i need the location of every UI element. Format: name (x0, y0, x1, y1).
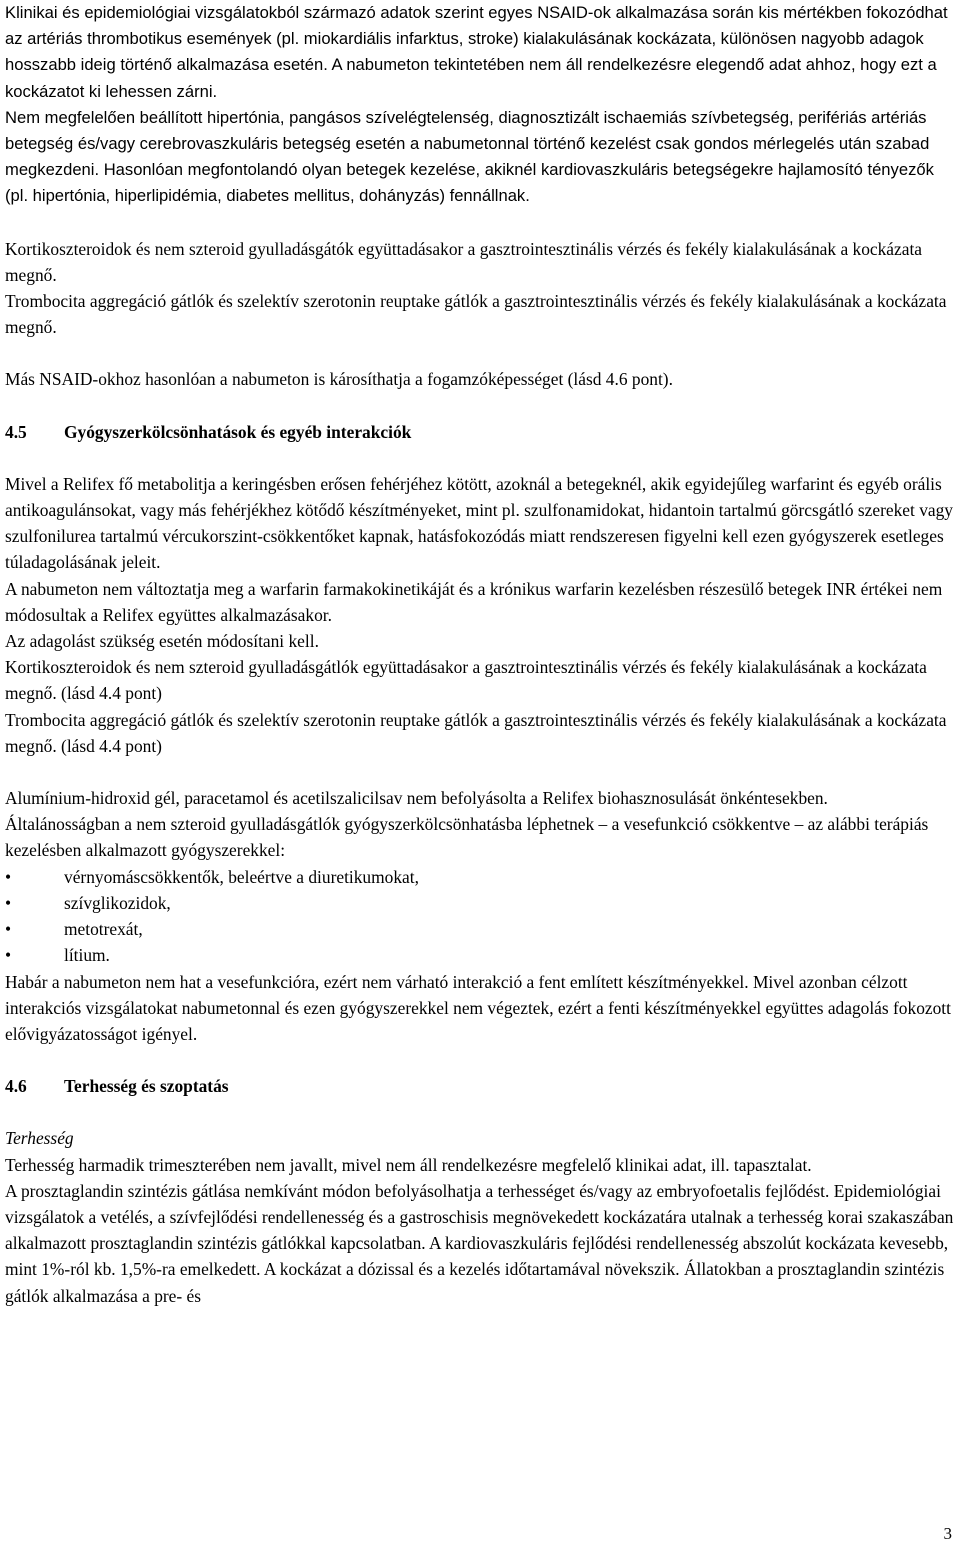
page-number: 3 (943, 1524, 952, 1543)
paragraph-dose-adjust: Az adagolást szükség esetén módosítani kell. (5, 631, 319, 652)
paragraph-prostaglandin: A prosztaglandin szintézis gátlása nemkívánt módon befolyásolhatja a terhességet és/vagy az embryofoetalis fejlődést. Epidemiológiai vizsgálatok a vetélés, a szívfejlődési rendellenesség és a gastroschisis megnövekedett kockázatára utalnak a terhesség korai szakaszában alkalmazott prosztaglandin szintézis gátlókkal kapcsolatban. A kardiovaszkuláris fejlődési rendellenesség abszolút kockázata kevesebb, mint 1%-ról kb. 1,5%-ra emelkedett. A kockázat a dózissal és a kezelés időtartamával növekszik. Állatokban a prosztaglandin szintézis gátlók alkalmazása a pre- és (5, 1180, 954, 1306)
paragraph-renal-interaction: Általánosságban a nem szteroid gyulladásgátlók gyógyszerkölcsönhatásba léphetnek – a vesefunkció csökkentve – az alábbi terápiás kezelésben alkalmazott gyógyszerekkel: (5, 814, 929, 861)
list-item: • szívglikozidok, (5, 890, 955, 916)
paragraph-fertility-note: Más NSAID-okhoz hasonlóan a nabumeton is károsíthatja a fogamzóképességet (lásd 4.6 pont). (5, 369, 673, 390)
paragraph-corticosteroid-risk: Kortikoszteroidok és nem szteroid gyulladásgátók együttadásakor a gasztrointesztinális vérzés és fekély kialakulásának a kockázata megnő. (5, 238, 923, 285)
section-title: Terhesség és szoptatás (64, 1076, 229, 1097)
section-heading-4-6 (5, 1073, 955, 1099)
section-number: 4.5 (5, 421, 27, 442)
list-item: • metotrexát, (5, 916, 955, 942)
paragraph-bioavailability: Alumínium-hidroxid gél, paracetamol és acetilszalicilsav nem befolyásolta a Relifex biohasznosulását önkéntesekben. (5, 788, 828, 809)
bullet-icon: • (5, 892, 12, 913)
list-item: • lítium. (5, 942, 955, 968)
paragraph-protein-binding: Mivel a Relifex fő metabolitja a keringésben erősen fehérjéhez kötött, azoknál a betegeknél, akik egyidejűleg warfarint és egyéb orális antikoagulánsokat, vagy más fehérjékhez kötődő készítményeket, mint pl. szulfonamidokat, hidantoin tartalmú görcsgátló szereket vagy szulfonilurea tartalmú vércukorszint-csökkentőket kapnak, hatásfokozódás miatt rendszeresen figyelni kell ezen gyógyszerek esetleges túladagolásának jeleit. (5, 473, 953, 573)
bullet-icon: • (5, 919, 12, 940)
list-item: • vérnyomáscsökkentők, beleértve a diuretikumokat, (5, 864, 955, 890)
paragraph-third-trimester: Terhesség harmadik trimeszterében nem javallt, mivel nem áll rendelkezésre megfelelő klinikai adat, ill. tapasztalat. (5, 1154, 812, 1175)
paragraph-caution: Habár a nabumeton nem hat a vesefunkcióra, ezért nem várható interakció a fent említett készítményekkel. Mivel azonban célzott interakciós vizsgálatokat nabumetonnal és ezen gyógyszerekkel nem végeztek, ezért a fenti készítményekkel együttes adagolás fokozott elővigyázatosságot igényel. (5, 971, 951, 1044)
section-number: 4.6 (5, 1076, 27, 1097)
section-heading-4-5 (5, 419, 955, 445)
paragraph-thrombotic-risk: Klinikai és epidemiológiai vizsgálatokból származó adatok szerint egyes NSAID-ok alkalmazása során kis mértékben fokozódhat az artériás thrombotikus események (pl. miokardiális infarktus, stroke) kialakulásának kockázata, különösen nagyobb adagok hosszabb ideig történő alkalmazása esetén. A nabumeton tekintetében nem áll rendelkezésre elegendő adat ahhoz, hogy ezt a kockázatot ki lehessen zárni. (5, 3, 948, 101)
subheading-pregnancy: Terhesség (5, 1128, 74, 1149)
paragraph-thrombocyte-risk: Trombocita aggregáció gátlók és szelektív szerotonin reuptake gátlók a gasztrointesztinális vérzés és fekély kialakulásának a kockázata megnő. (5, 291, 947, 338)
paragraph-cardiovascular-caution: Nem megfelelően beállított hipertónia, pangásos szívelégtelenség, diagnosztizált ischaemiás szívbetegség, perifériás artériás betegség és/vagy cerebrovaszkuláris betegség esetén a nabumetonnal történő kezelést csak gondos mérlegelés után szabad megkezdeni. Hasonlóan megfontolandó olyan betegek kezelése, akiknél kardiovaszkuláris betegségekre hajlamosító tényezők (pl. hipertónia, hiperlipidémia, diabetes mellitus, dohányzás) fennállnak. (5, 107, 934, 206)
interaction-drug-list (5, 864, 955, 969)
paragraph-warfarin: A nabumeton nem változtatja meg a warfarin farmakokinetikáját és a krónikus warfarin kezelésben részesülő betegek INR értékei nem módosultak a Relifex együttes alkalmazásakor. (5, 578, 943, 625)
bullet-icon: • (5, 945, 12, 966)
bullet-icon: • (5, 866, 12, 887)
document-page (5, 0, 955, 1309)
section-title: Gyógyszerkölcsönhatások és egyéb interakciók (64, 421, 412, 442)
paragraph-thrombocyte-interaction: Trombocita aggregáció gátlók és szelektív szerotonin reuptake gátlók a gasztrointesztinális vérzés és fekély kialakulásának a kockázata megnő. (lásd 4.4 pont) (5, 709, 947, 756)
paragraph-corticosteroid-interaction: Kortikoszteroidok és nem szteroid gyulladásgátlók együttadásakor a gasztrointesztinális vérzés és fekély kialakulásának a kockázata megnő. (lásd 4.4 pont) (5, 657, 927, 704)
